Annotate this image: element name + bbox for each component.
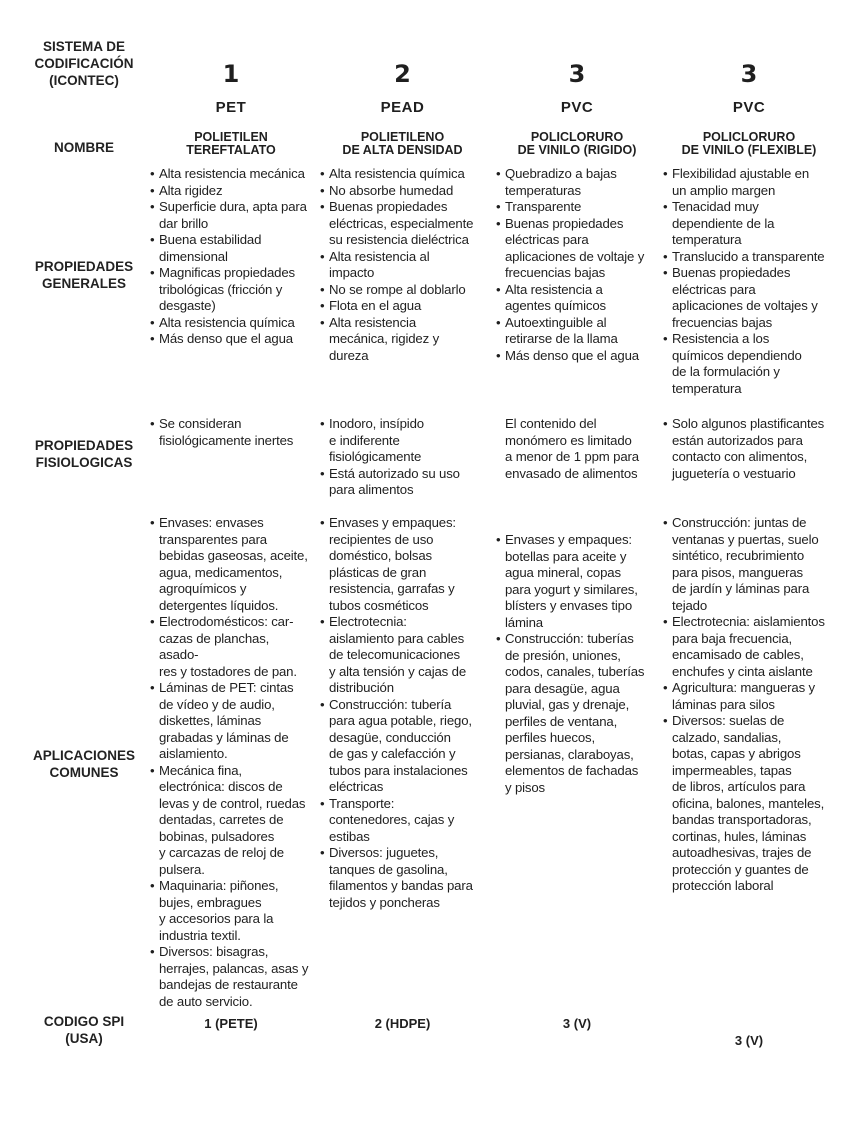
list-item: • Construcción: tuberías de presión, uniones, codos, canales, tuberías para desagüe, agua pluvial, gas y drenaje, perfiles de ventana, perfiles huecos, persianas, claraboyas, elementos de fachadas y pisos bbox=[496, 631, 658, 796]
list-item: • Resistencia a los químicos dependiendo de la formulación y temperatura bbox=[663, 331, 835, 397]
list-item: • Superficie dura, apta para dar brillo bbox=[150, 199, 312, 232]
list-item: • Electrotecnia: aislamiento para cables de telecomunicaciones y alta tensión y cajas de distribución bbox=[320, 614, 485, 697]
list-item: • Buena estabilidad dimensional bbox=[150, 232, 312, 265]
list-item: • Más denso que el agua bbox=[150, 331, 312, 348]
col1-physio-list bbox=[150, 416, 312, 449]
list-item: • Alta rigidez bbox=[150, 183, 312, 200]
col3-number: 3 bbox=[568, 60, 586, 88]
col3-spi-code: 3 (V) bbox=[562, 1016, 592, 1031]
col2-apps-list bbox=[320, 515, 485, 911]
list-item: • Diversos: suelas de calzado, sandalias, botas, capas y abrigos impermeables, tapas de libros, artículos para oficina, balones, manteles, bandas transportadoras, cortinas, hules, láminas autoadhesivas, trajes de protección y guantes de protección laboral bbox=[663, 713, 835, 895]
list-item: • Electrodomésticos: car- cazas de planchas, asado- res y tostadores de pan. bbox=[150, 614, 312, 680]
list-item: • Envases y empaques: recipientes de uso doméstico, bolsas plásticas de gran resistencia, garrafas y tubos cosméticos bbox=[320, 515, 485, 614]
list-item: • Magnificas propiedades tribológicas (fricción y desgaste) bbox=[150, 265, 312, 315]
col4-physio-list bbox=[663, 416, 835, 482]
list-item: • Se consideran fisiológicamente inertes bbox=[150, 416, 312, 449]
list-item: • Alta resistencia mecánica, rigidez y dureza bbox=[320, 315, 485, 365]
list-item: • No absorbe humedad bbox=[320, 183, 485, 200]
col1-number: 1 bbox=[222, 60, 240, 88]
col1-apps-list bbox=[150, 515, 312, 1010]
col1-name: POLIETILEN TEREFTALATO bbox=[186, 130, 276, 157]
label-spi-code: CODIGO SPI (USA) bbox=[43, 1014, 125, 1046]
col1-general-list bbox=[150, 166, 312, 348]
col2-name: POLIETILENO DE ALTA DENSIDAD bbox=[342, 130, 463, 157]
list-item: • Translucido a transparente bbox=[663, 249, 835, 266]
col2-abbr: PEAD bbox=[380, 99, 425, 116]
col4-general-list bbox=[663, 166, 835, 397]
list-item: • Construcción: tubería para agua potable, riego, desagüe, conducción de gas y calefacción y tubos para instalaciones eléctricas bbox=[320, 697, 485, 796]
list-item: • Transporte: contenedores, cajas y estibas bbox=[320, 796, 485, 846]
list-item: • Alta resistencia química bbox=[320, 166, 485, 183]
list-item: • Mecánica fina, electrónica: discos de levas y de control, ruedas dentadas, carretes de bobinas, pulsadores y carcazas de reloj de pulsera. bbox=[150, 763, 312, 879]
col2-spi-code: 2 (HDPE) bbox=[374, 1016, 431, 1031]
label-common-applications: APLICACIONES COMUNES bbox=[32, 748, 135, 780]
list-item: • Más denso que el agua bbox=[496, 348, 658, 365]
list-item: • Envases: envases transparentes para bebidas gaseosas, aceite, agua, medicamentos, agroquímicos y detergentes líquidos. bbox=[150, 515, 312, 614]
list-item: • Envases y empaques: botellas para aceite y agua mineral, copas para yogurt y similares, blísters y envases tipo lámina bbox=[496, 532, 658, 631]
list-item: • Flexibilidad ajustable en un amplio margen bbox=[663, 166, 835, 199]
list-item: • Tenacidad muy dependiente de la temperatura bbox=[663, 199, 835, 249]
list-item: • Alta resistencia química bbox=[150, 315, 312, 332]
list-item: • Quebradizo a bajas temperaturas bbox=[496, 166, 658, 199]
col1-spi-code: 1 (PETE) bbox=[204, 1016, 258, 1031]
list-item: • Buenas propiedades eléctricas, especialmente su resistencia dieléctrica bbox=[320, 199, 485, 249]
list-item: • Autoextinguible al retirarse de la llama bbox=[496, 315, 658, 348]
list-item: • Láminas de PET: cintas de vídeo y de audio, diskettes, láminas grabadas y láminas de aislamiento. bbox=[150, 680, 312, 763]
list-item: • Alta resistencia a agentes químicos bbox=[496, 282, 658, 315]
list-item: • Alta resistencia mecánica bbox=[150, 166, 312, 183]
list-item: • Maquinaria: piñones, bujes, embragues y accesorios para la industria textil. bbox=[150, 878, 312, 944]
col4-abbr: PVC bbox=[732, 99, 766, 116]
label-name: NOMBRE bbox=[54, 140, 114, 155]
label-physiological-properties: PROPIEDADES FISIOLOGICAS bbox=[34, 438, 134, 470]
col2-physio-list bbox=[320, 416, 485, 499]
list-item: • Inodoro, insípido e indiferente fisiológicamente bbox=[320, 416, 485, 466]
list-item: • Diversos: juguetes, tanques de gasolina, filamentos y bandas para tejidos y poncheras bbox=[320, 845, 485, 911]
label-coding-system: SISTEMA DE CODIFICACIÓN (ICONTEC) bbox=[34, 39, 134, 88]
label-general-properties: PROPIEDADES GENERALES bbox=[34, 259, 134, 291]
list-item: • Buenas propiedades eléctricas para aplicaciones de voltaje y frecuencias bajas bbox=[496, 216, 658, 282]
list-item: • Diversos: bisagras, herrajes, palancas, asas y bandejas de restaurante de auto servicio. bbox=[150, 944, 312, 1010]
list-item: • Electrotecnia: aislamientos para baja frecuencia, encamisado de cables, enchufes y cinta aislante bbox=[663, 614, 835, 680]
list-item: • Transparente bbox=[496, 199, 658, 216]
col3-name: POLICLORURO DE VINILO (RIGIDO) bbox=[517, 130, 637, 157]
col1-abbr: PET bbox=[215, 99, 247, 116]
col4-number: 3 bbox=[740, 60, 758, 88]
list-item: • Alta resistencia al impacto bbox=[320, 249, 485, 282]
list-item: • Construcción: juntas de ventanas y puertas, suelo sintético, recubrimiento para pisos, mangueras de jardín y láminas para tejado bbox=[663, 515, 835, 614]
col4-apps-list bbox=[663, 515, 835, 895]
col4-name: POLICLORURO DE VINILO (FLEXIBLE) bbox=[681, 130, 817, 157]
list-item: • Solo algunos plastificantes están autorizados para contacto con alimentos, juguetería o vestuario bbox=[663, 416, 835, 482]
col3-general-list bbox=[496, 166, 658, 364]
list-item: • Agricultura: mangueras y láminas para silos bbox=[663, 680, 835, 713]
col3-abbr: PVC bbox=[560, 99, 594, 116]
col2-general-list bbox=[320, 166, 485, 364]
col3-physio-text: El contenido del monómero es limitado a menor de 1 ppm para envasado de alimentos bbox=[505, 416, 639, 481]
col2-number: 2 bbox=[394, 60, 411, 88]
col4-spi-code: 3 (V) bbox=[734, 1033, 764, 1048]
col3-apps-list bbox=[496, 532, 658, 796]
list-item: • Buenas propiedades eléctricas para aplicaciones de voltajes y frecuencias bajas bbox=[663, 265, 835, 331]
list-item: • Está autorizado su uso para alimentos bbox=[320, 466, 485, 499]
list-item: • No se rompe al doblarlo bbox=[320, 282, 485, 299]
list-item: • Flota en el agua bbox=[320, 298, 485, 315]
